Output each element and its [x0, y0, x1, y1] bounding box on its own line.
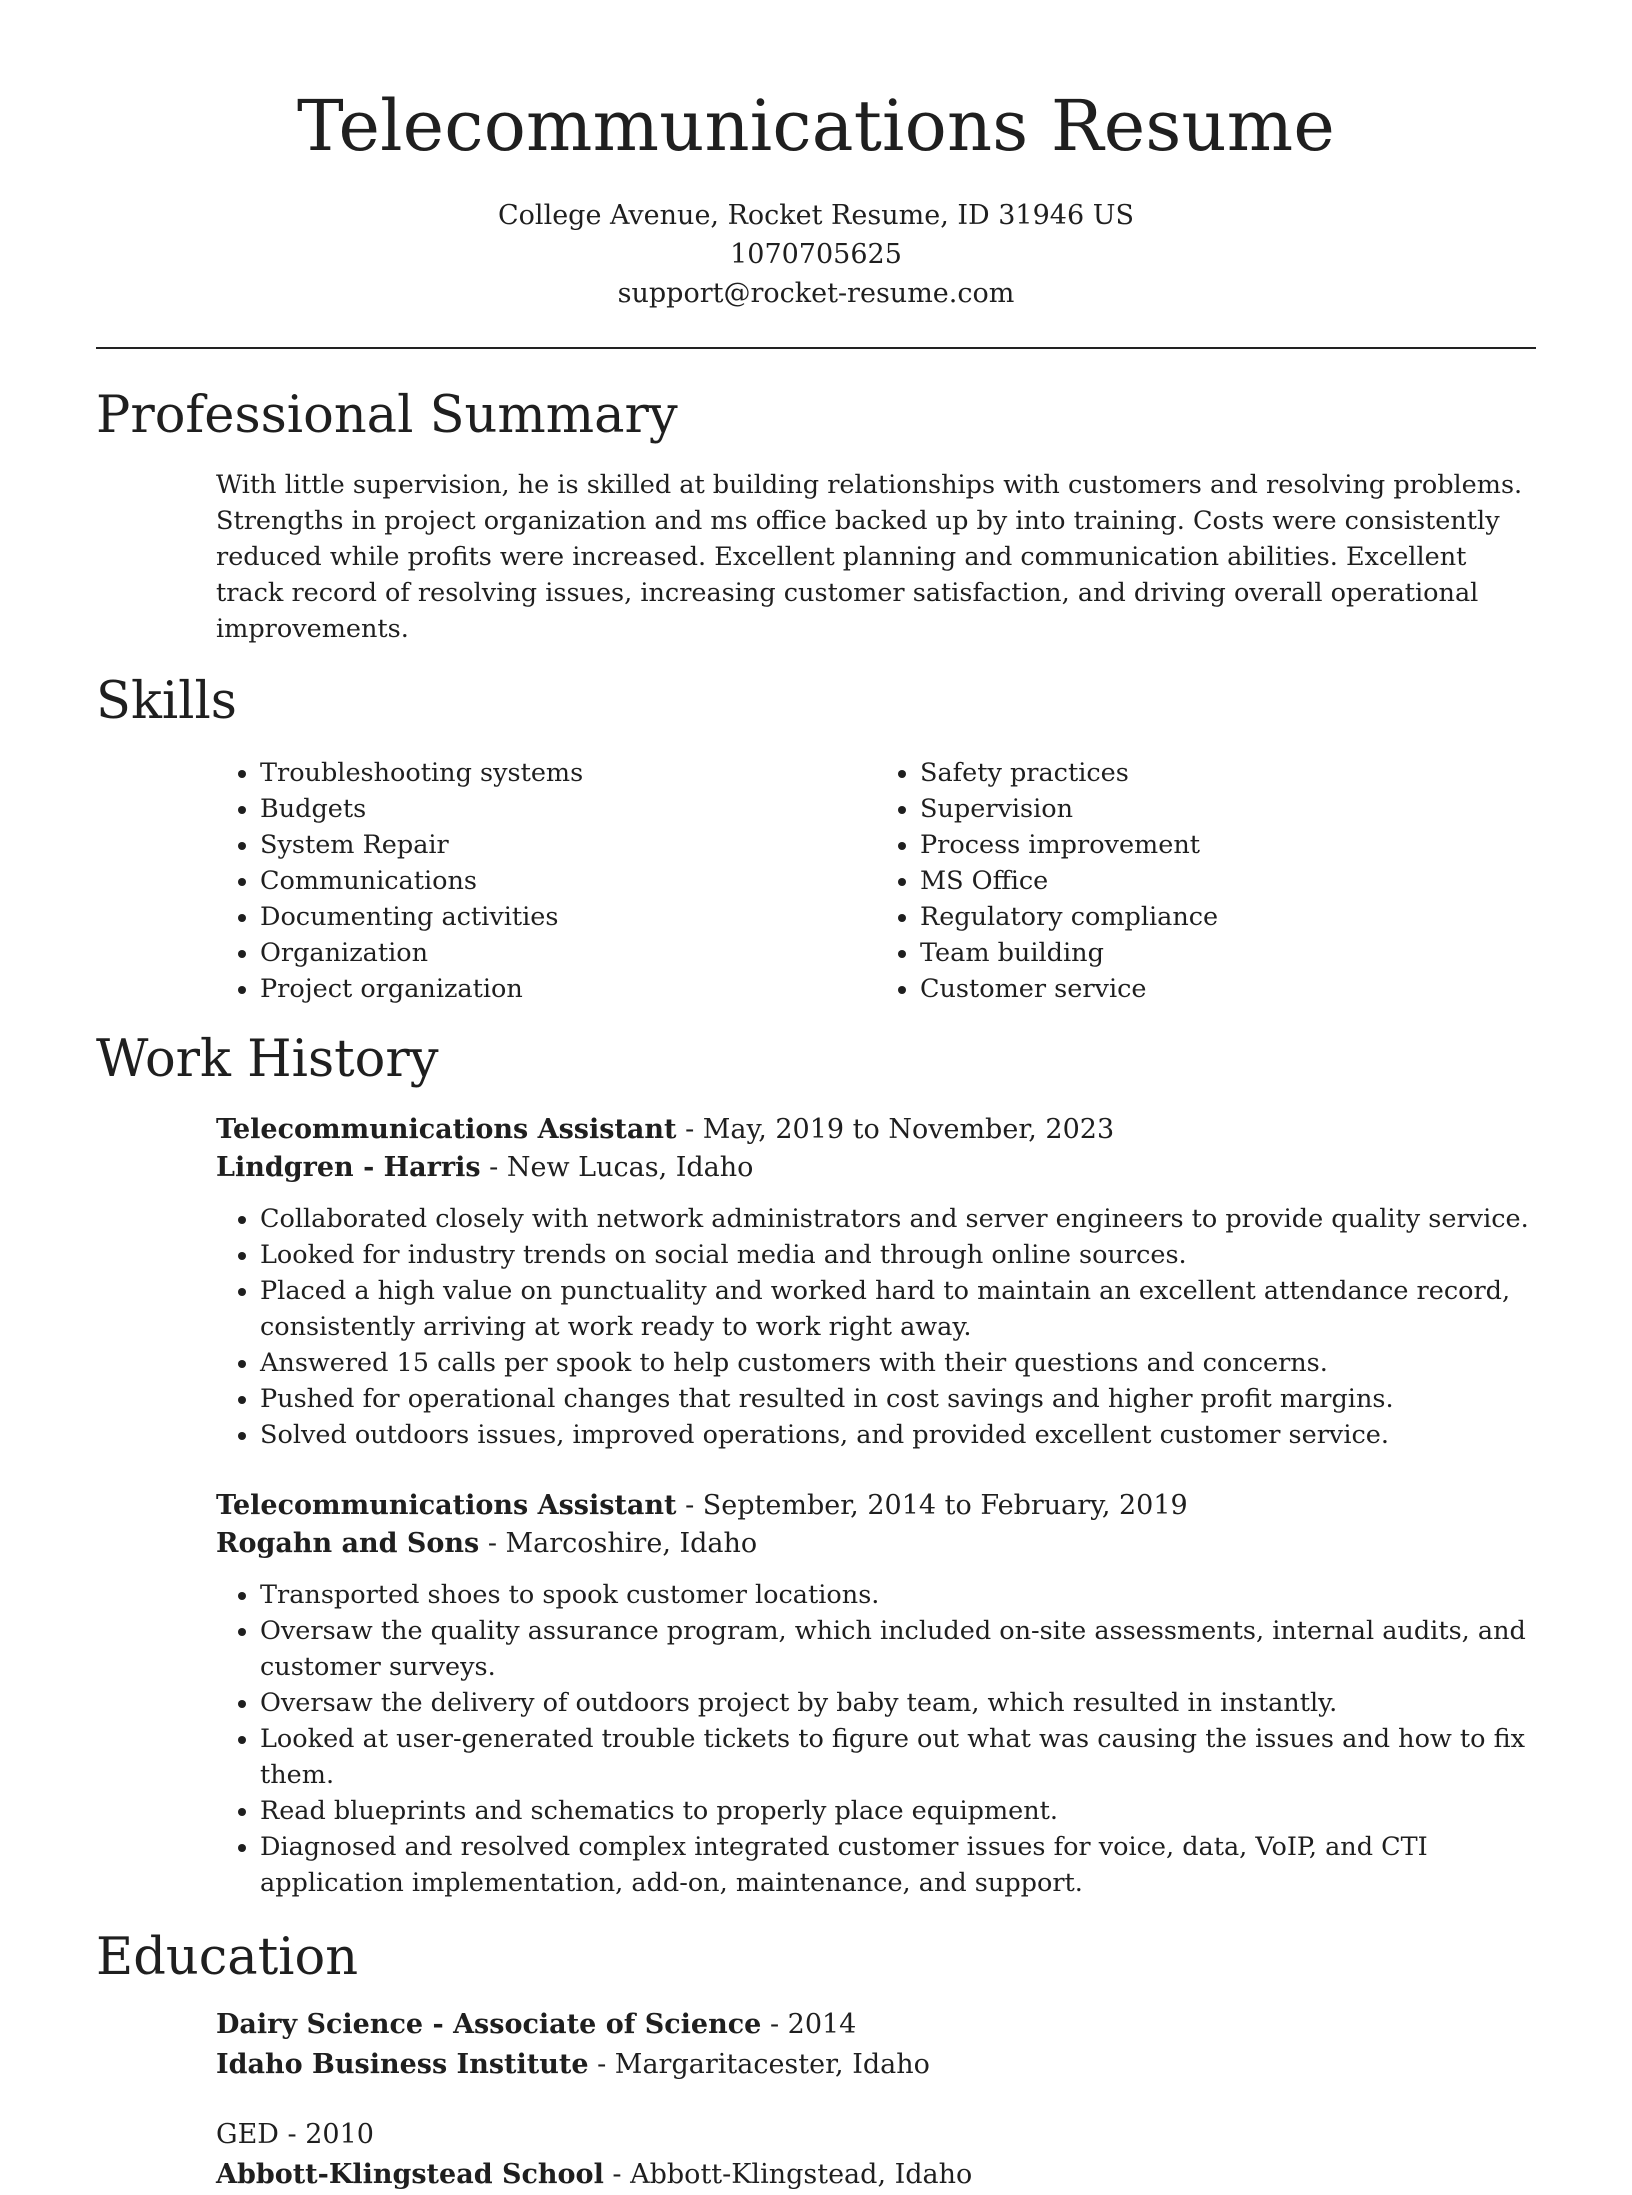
job-bullet: • Oversaw the delivery of outdoors project by baby team, which resulted in instantly.: [260, 1685, 1536, 1721]
skill-item: • MS Office: [920, 863, 1536, 899]
education-school: Abbott-Klingstead School: [216, 2159, 604, 2190]
skill-item: • Documenting activities: [260, 899, 876, 935]
job-bullet: • Diagnosed and resolved complex integrated customer issues for voice, data, VoIP, and CTI application implementation, add-on, maintenance, and support.: [260, 1829, 1536, 1901]
job-dates: - September, 2014 to February, 2019: [676, 1490, 1188, 1521]
job-bullets: [216, 1201, 1536, 1453]
education-school-line: [216, 2045, 1536, 2085]
contact-phone: 1070705625: [730, 239, 902, 270]
skill-item: • Troubleshooting systems: [260, 755, 876, 791]
education-degree: GED: [216, 2119, 279, 2150]
skills-columns: [216, 755, 1536, 1007]
contact-email: support@rocket-resume.com: [617, 278, 1015, 309]
education-heading: Education: [96, 1928, 359, 1987]
job-bullet: • Transported shoes to spook customer locations.: [260, 1577, 1536, 1613]
job-dates: - May, 2019 to November, 2023: [676, 1114, 1115, 1145]
header-divider: [96, 347, 1536, 349]
job-bullet: • Pushed for operational changes that resulted in cost savings and higher profit margins.: [260, 1381, 1536, 1417]
job-header: [216, 1487, 1536, 1525]
skill-item: • System Repair: [260, 827, 876, 863]
skill-item: • Regulatory compliance: [920, 899, 1536, 935]
skill-item: • Process improvement: [920, 827, 1536, 863]
job-company: Rogahn and Sons: [216, 1528, 480, 1559]
resume-page: [96, 0, 1536, 2195]
education-section: [96, 1927, 1536, 2195]
summary-text: With little supervision, he is skilled at building relationships with customers and resolving problems. Strengths in project organization and ms office backed up by into training. Costs were consistently reduced while profits were increased. Excellent planning and communication abilities. Excellent track record of resolving issues, increasing customer satisfaction, and driving overall operational improvements.: [216, 470, 1523, 644]
job-position: Telecommunications Assistant: [216, 1490, 677, 1521]
education-school: Idaho Business Institute: [216, 2049, 589, 2080]
education-entry: [216, 2115, 1536, 2195]
job-bullet: • Looked for industry trends on social media and through online sources.: [260, 1237, 1536, 1273]
job-company-line: [216, 1525, 1536, 1563]
work-history-section: [96, 1029, 1536, 1901]
education-entry: [216, 2005, 1536, 2085]
job-bullets: [216, 1577, 1536, 1901]
job-bullet: • Answered 15 calls per spook to help customers with their questions and concerns.: [260, 1345, 1536, 1381]
skills-right-list: [876, 755, 1536, 1007]
skill-item: • Customer service: [920, 971, 1536, 1007]
education-year: - 2014: [761, 2009, 857, 2040]
job-location: - Marcoshire, Idaho: [479, 1528, 758, 1559]
skill-item: • Budgets: [260, 791, 876, 827]
education-location: - Margaritacester, Idaho: [588, 2049, 930, 2080]
education-degree-line: [216, 2115, 1536, 2155]
job-company: Lindgren - Harris: [216, 1152, 481, 1183]
job-bullet: • Looked at user-generated trouble tickets to figure out what was causing the issues and how to fix them.: [260, 1721, 1536, 1793]
resume-header: [96, 0, 1536, 313]
contact-address: College Avenue, Rocket Resume, ID 31946 US: [498, 200, 1134, 231]
job-entry: [216, 1487, 1536, 1563]
job-bullet: • Read blueprints and schematics to properly place equipment.: [260, 1793, 1536, 1829]
education-location: - Abbott-Klingstead, Idaho: [603, 2159, 973, 2190]
skill-item: • Supervision: [920, 791, 1536, 827]
skills-heading: Skills: [96, 672, 237, 731]
job-header: [216, 1111, 1536, 1149]
resume-title: Telecommunications Resume: [297, 85, 1335, 167]
job-company-line: [216, 1149, 1536, 1187]
education-degree: Dairy Science - Associate of Science: [216, 2009, 762, 2040]
job-location: - New Lucas, Idaho: [480, 1152, 754, 1183]
education-school-line: [216, 2155, 1536, 2195]
education-year: - 2010: [278, 2119, 374, 2150]
work-history-heading: Work History: [96, 1030, 439, 1089]
skill-item: • Project organization: [260, 971, 876, 1007]
job-entry: [216, 1111, 1536, 1187]
skill-item: • Safety practices: [920, 755, 1536, 791]
job-bullet: • Oversaw the quality assurance program, which included on-site assessments, internal audits, and customer surveys.: [260, 1613, 1536, 1685]
job-position: Telecommunications Assistant: [216, 1114, 677, 1145]
job-bullet: • Collaborated closely with network administrators and server engineers to provide quality service.: [260, 1201, 1536, 1237]
education-degree-line: [216, 2005, 1536, 2045]
skill-item: • Team building: [920, 935, 1536, 971]
summary-heading: Professional Summary: [96, 386, 678, 445]
skills-left-list: [216, 755, 876, 1007]
job-bullet: • Placed a high value on punctuality and worked hard to maintain an excellent attendance record, consistently arriving at work ready to work right away.: [260, 1273, 1536, 1345]
summary-section: [96, 385, 1536, 647]
contact-info: [96, 196, 1536, 313]
skills-section: [96, 671, 1536, 1007]
skill-item: • Communications: [260, 863, 876, 899]
job-bullet: • Solved outdoors issues, improved operations, and provided excellent customer service.: [260, 1417, 1536, 1453]
skill-item: • Organization: [260, 935, 876, 971]
